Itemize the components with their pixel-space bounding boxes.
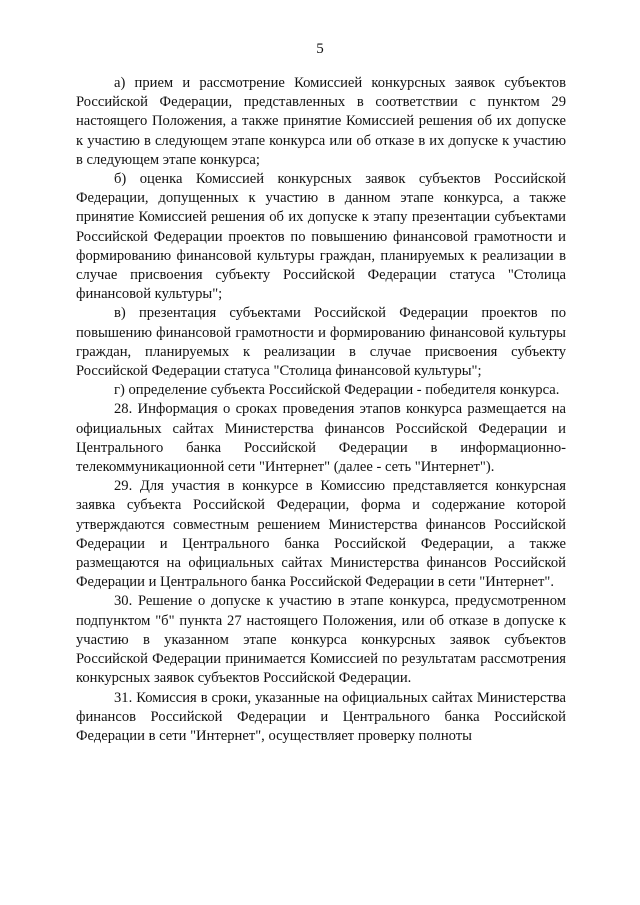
paragraph-item-28: 28. Информация о сроках проведения этапов конкурса размещается на официальных сайтах Министерства финансов Российской Федерации и Центрального банка Российской Федерации в информационно-телекоммуникационной сети "Интернет" (далее - сеть "Интернет").: [76, 401, 566, 476]
paragraph-subpoint-v: в) презентация субъектами Российской Федерации проектов по повышению финансовой грамотности и формированию финансовой культуры граждан, планируемых к реализации в случае присвоения субъекту Российской Федерации статуса "Столица финансовой культуры";: [76, 305, 566, 380]
paragraph-item-30: 30. Решение о допуске к участию в этапе конкурса, предусмотренном подпунктом "б" пункта 27 настоящего Положения, или об отказе в допуске к участию в указанном этапе конкурса конкурсных заявок субъектов Российской Федерации принимается Комиссией по результатам рассмотрения конкурсных заявок субъектов Российской Федерации.: [76, 593, 566, 687]
paragraph-subpoint-g: г) определение субъекта Российской Федерации - победителя конкурса.: [114, 382, 560, 399]
paragraph-subpoint-b: б) оценка Комиссией конкурсных заявок субъектов Российской Федерации, допущенных к участию в данном этапе конкурса, а также принятие Комиссией решения об их допуске к этапу презентации субъектами Российской Федерации проектов по повышению финансовой грамотности и формированию финансовой культуры граждан, планируемых к реализации в случае присвоения субъекту Российской Федерации статуса "Столица финансовой культуры";: [76, 171, 566, 303]
paragraph-item-29: 29. Для участия в конкурсе в Комиссию представляется конкурсная заявка субъекта Российской Федерации, форма и содержание которой утверждаются совместным решением Министерства финансов Российской Федерации и Центрального банка Российской Федерации, а также размещаются на официальных сайтах Министерства финансов Российской Федерации и Центрального банка Российской Федерации в сети "Интернет".: [76, 478, 566, 591]
paragraph-item-31: 31. Комиссия в сроки, указанные на официальных сайтах Министерства финансов Российской Федерации и Центрального банка Российской Федерации в сети "Интернет", осуществляет проверку полноты: [76, 689, 566, 744]
document-body: [76, 74, 566, 746]
page-number: 5: [316, 41, 324, 57]
paragraph-subpoint-a: а) прием и рассмотрение Комиссией конкурсных заявок субъектов Российской Федерации, представленных в соответствии с пунктом 29 настоящего Положения, а также принятие Комиссией решения об их допуске к участию в следующем этапе конкурса или об отказе в их допуске к участию в следующем этапе конкурса;: [76, 75, 566, 168]
